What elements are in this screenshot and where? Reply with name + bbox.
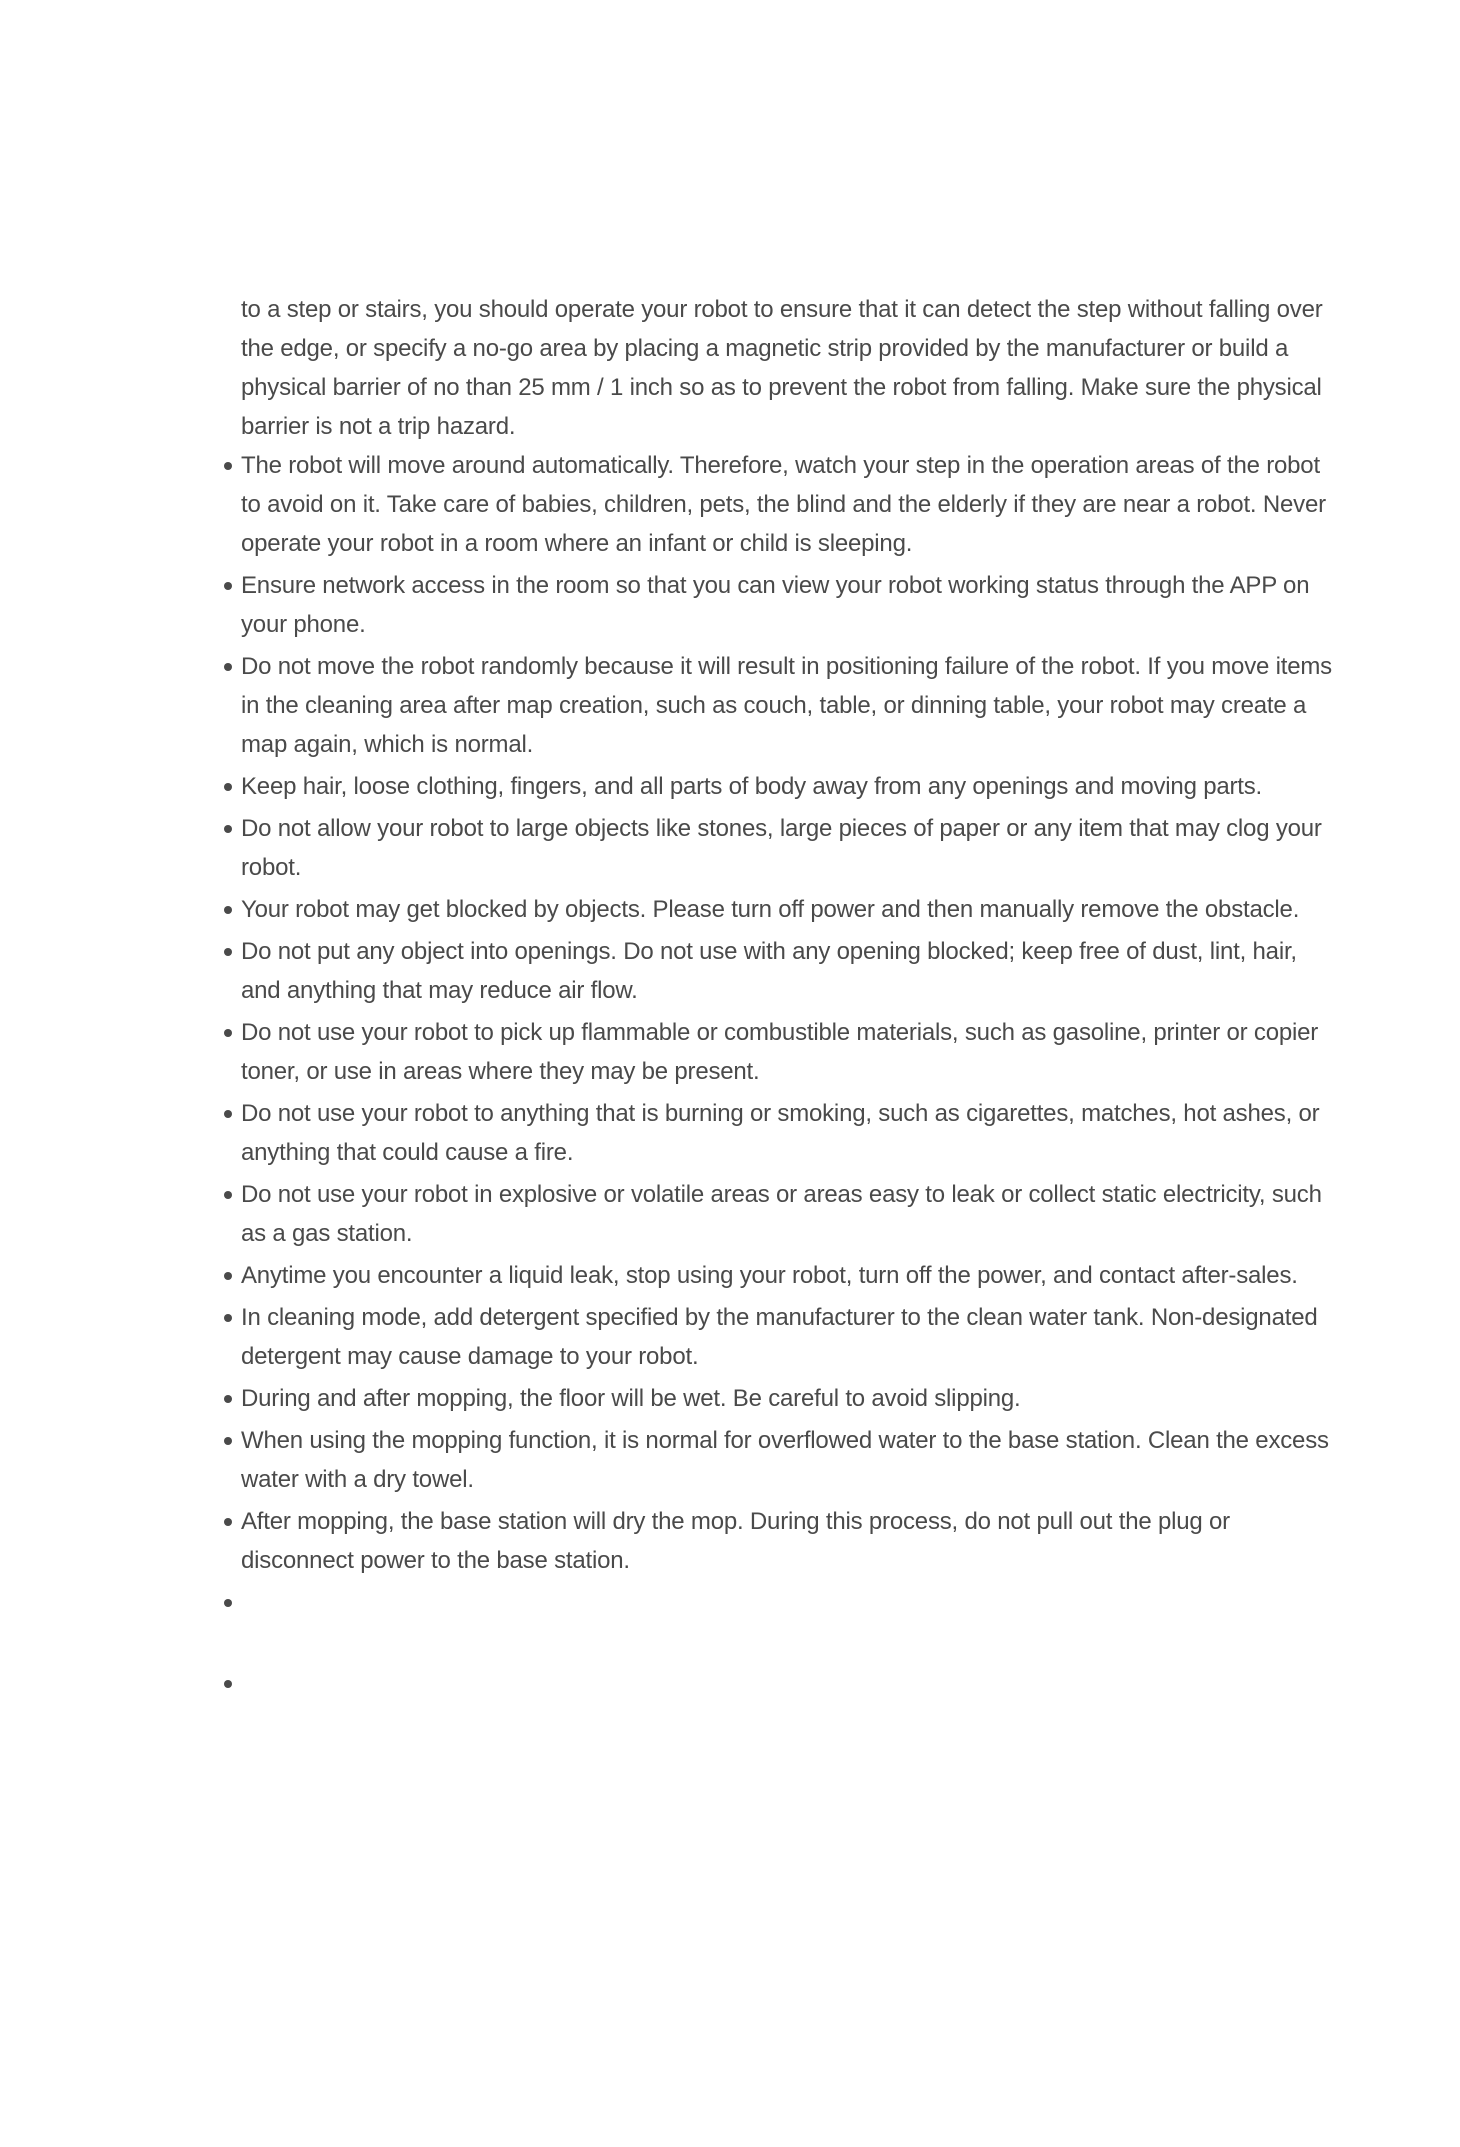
bullet-dot-icon bbox=[224, 1272, 232, 1280]
bullet-dot-icon bbox=[224, 1110, 232, 1118]
list-item-text: Ensure network access in the room so that you can view your robot working status through the APP on your phone. bbox=[241, 572, 1310, 638]
list-item-text: Do not use your robot to pick up flammable or combustible materials, such as gasoline, printer or copier toner, or use in areas where they may be present. bbox=[241, 1019, 1319, 1085]
list-item-text: During and after mopping, the floor will be wet. Be careful to avoid slipping. bbox=[241, 1385, 1021, 1412]
list-item bbox=[220, 767, 1341, 806]
list-item bbox=[220, 446, 1341, 563]
bullet-dot-icon bbox=[224, 783, 232, 791]
bullet-dot-icon bbox=[224, 582, 232, 590]
list-item-text: When using the mopping function, it is normal for overflowed water to the base station. Clean the excess water with a dry towel. bbox=[241, 1427, 1329, 1493]
list-item bbox=[220, 1013, 1341, 1091]
list-item bbox=[220, 1175, 1341, 1253]
list-item-text: Do not move the robot randomly because it will result in positioning failure of the robot. If you move items in the cleaning area after map creation, such as couch, table, or dinning table, your robot may create a map again, which is normal. bbox=[241, 653, 1332, 758]
list-item-text: Do not put any object into openings. Do not use with any opening blocked; keep free of dust, lint, hair, and anything that may reduce air flow. bbox=[241, 938, 1297, 1004]
list-item-text: The robot will move around automatically. Therefore, watch your step in the operation areas of the robot to avoid on it. Take care of babies, children, pets, the blind and the elderly if they are near a robot. Never operate your robot in a room where an infant or child is sleeping. bbox=[241, 452, 1326, 557]
bullet-dot-icon bbox=[224, 663, 232, 671]
list-item bbox=[220, 1421, 1341, 1499]
list-item-text: Do not use your robot to anything that is burning or smoking, such as cigarettes, matches, hot ashes, or anything that could cause a fire. bbox=[241, 1100, 1320, 1166]
bullet-dot-icon bbox=[224, 1599, 232, 1607]
list-item-text: Your robot may get blocked by objects. Please turn off power and then manually remove the obstacle. bbox=[241, 896, 1300, 923]
safety-bullet-list bbox=[220, 446, 1341, 1745]
list-item-text: After mopping, the base station will dry the mop. During this process, do not pull out the plug or disconnect power to the base station. bbox=[241, 1508, 1230, 1574]
bullet-dot-icon bbox=[224, 948, 232, 956]
bullet-dot-icon bbox=[224, 906, 232, 914]
list-item-text: Anytime you encounter a liquid leak, stop using your robot, turn off the power, and contact after-sales. bbox=[241, 1262, 1298, 1289]
bullet-dot-icon bbox=[224, 825, 232, 833]
list-item bbox=[220, 1094, 1341, 1172]
list-item bbox=[220, 566, 1341, 644]
list-item bbox=[220, 932, 1341, 1010]
bullet-dot-icon bbox=[224, 462, 232, 470]
list-item bbox=[220, 809, 1341, 887]
list-item bbox=[220, 1256, 1341, 1295]
list-item-text: Do not use your robot in explosive or volatile areas or areas easy to leak or collect static electricity, such as a gas station. bbox=[241, 1181, 1322, 1247]
bullet-dot-icon bbox=[224, 1314, 232, 1322]
bullet-dot-icon bbox=[224, 1029, 232, 1037]
bullet-dot-icon bbox=[224, 1680, 232, 1688]
list-item-text: Keep hair, loose clothing, fingers, and all parts of body away from any openings and moving parts. bbox=[241, 773, 1263, 800]
bullet-dot-icon bbox=[224, 1395, 232, 1403]
empty-list-item bbox=[220, 1583, 1341, 1622]
list-item bbox=[220, 1379, 1341, 1418]
list-item-text: Do not allow your robot to large objects like stones, large pieces of paper or any item that may clog your robot. bbox=[241, 815, 1322, 881]
bullet-dot-icon bbox=[224, 1437, 232, 1445]
empty-list-item bbox=[220, 1664, 1341, 1703]
bullet-dot-icon bbox=[224, 1518, 232, 1526]
list-item-text: In cleaning mode, add detergent specified by the manufacturer to the clean water tank. Non-designated detergent may cause damage to your robot. bbox=[241, 1304, 1318, 1370]
list-item bbox=[220, 647, 1341, 764]
continuation-paragraph: to a step or stairs, you should operate your robot to ensure that it can detect the step without falling over the edge, or specify a no-go area by placing a magnetic strip provided by the manufacturer or build a physical barrier of no than 25 mm / 1 inch so as to prevent the robot from falling. Make sure the physical barrier is not a trip hazard. bbox=[241, 296, 1323, 440]
list-item bbox=[220, 1298, 1341, 1376]
bullet-dot-icon bbox=[224, 1191, 232, 1199]
list-item bbox=[220, 1502, 1341, 1580]
list-item bbox=[220, 890, 1341, 929]
